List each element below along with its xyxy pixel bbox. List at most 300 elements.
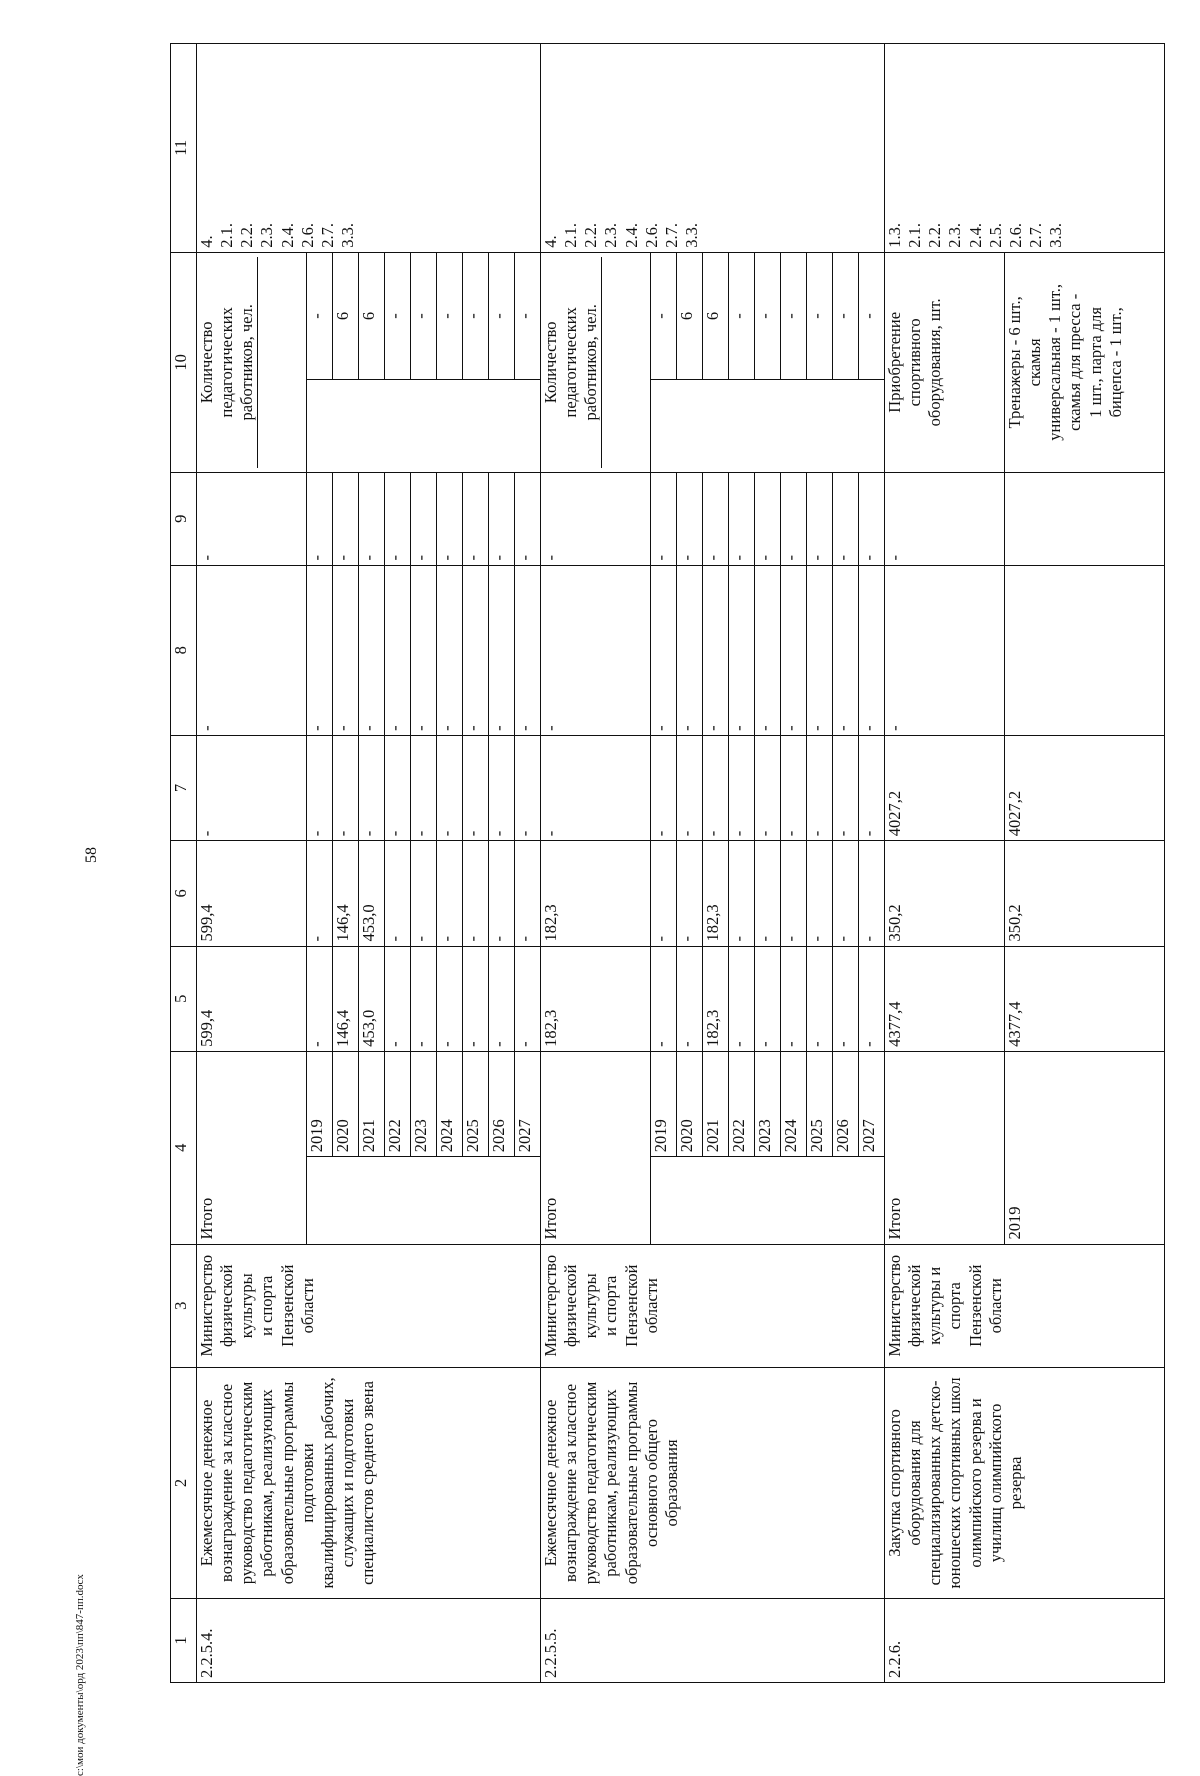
indicator-name-line: педагогических [217,307,237,418]
activity-name-line: квалифицированных рабочих, [317,1377,337,1589]
value-c8: - [833,565,859,735]
value-c6: - [307,841,333,946]
row-number: 2.2.5.5. [541,1598,885,1682]
value-c9: - [755,472,781,565]
indicator-value: 6 [677,252,703,380]
indicator-name [197,252,307,472]
year-indent-spacer [385,1157,411,1244]
executor-line: культуры [237,1273,257,1339]
indicator-value: - [515,252,541,380]
activity-name-line: работникам, реализующих [257,1389,277,1577]
year-indent-spacer [489,1157,515,1244]
indicator-value: - [307,252,333,380]
executor-line: и спорта [601,1275,621,1336]
value-c6: - [489,841,515,946]
total-c7: 4027,2 [885,735,1005,840]
value-c8: - [651,565,677,735]
activity-name [885,1367,1165,1598]
column-header: 8 [171,565,197,735]
value-c8: - [755,565,781,735]
goal-codes [541,44,885,253]
column-header: 6 [171,841,197,946]
year-cell: 2025 [807,1051,833,1156]
activity-name-line: резерва [1005,1456,1025,1510]
value-c5: - [677,946,703,1051]
indicator-indent-spacer [489,380,515,473]
goal-codes-line: 3.3. [1046,222,1065,248]
indicator-indent-spacer [411,380,437,473]
executor-line: физической [217,1264,237,1347]
indicator-indent-spacer [729,380,755,473]
equipment-list-line: 1 шт., парта для [1085,306,1105,418]
value-c7: - [677,735,703,840]
year-total-label: Итого [197,1051,307,1244]
year-indent-spacer [859,1157,885,1244]
year-indent-spacer [833,1157,859,1244]
activity-name-line: служащих и подготовки [337,1398,357,1568]
executor-line: области [641,1278,661,1334]
year-indent-spacer [437,1157,463,1244]
activity-name-line: Ежемесячное денежное [541,1399,560,1567]
total-c9: - [885,472,1005,565]
year-cell: 2020 [333,1051,359,1156]
goal-codes-line: 2.4. [621,222,641,248]
value-c6: 182,3 [703,841,729,946]
value-c8: - [807,565,833,735]
activity-name-line: специализированных детско- [925,1380,945,1586]
year-cell: 2019 [1005,1051,1165,1244]
goal-codes-line: 2.1. [905,222,925,248]
executor [885,1244,1165,1367]
year-indent-spacer [463,1157,489,1244]
year-indent-spacer [677,1157,703,1244]
activity-name-line: олимпийского резерва и [965,1398,985,1568]
year-cell: 2026 [489,1051,515,1156]
value-c5: 453,0 [359,946,385,1051]
activity-name-line: оборудования для [905,1420,925,1546]
year-indent-spacer [333,1157,359,1244]
value-c9: - [333,472,359,565]
year-indent-spacer [703,1157,729,1244]
year-cell: 2025 [463,1051,489,1156]
value-c7: - [359,735,385,840]
goal-codes [197,44,541,253]
value-c5: - [463,946,489,1051]
value-c5: - [729,946,755,1051]
page-number: 58 [83,847,100,863]
value-c9: - [781,472,807,565]
year-cell: 2019 [307,1051,333,1156]
goal-codes-line: 2.6. [297,222,317,248]
value-c6: - [729,841,755,946]
indicator-value: - [489,252,515,380]
activity-name-line: руководство педагогическим [237,1381,257,1585]
column-header: 1 [171,1598,197,1682]
goal-codes-line: 2.1. [217,222,237,248]
year-indent-spacer [307,1157,333,1244]
value-c9: - [833,472,859,565]
value-c6: - [807,841,833,946]
value-c8: - [677,565,703,735]
activity-name-line: образовательные программы [277,1381,297,1585]
value-c8: - [385,565,411,735]
total-c8: - [885,565,1005,735]
value-c8 [1005,565,1165,735]
indicator-value: - [651,252,677,380]
value-c5: - [385,946,411,1051]
column-header: 11 [171,44,197,253]
column-header: 10 [171,252,197,472]
indicator-value: - [437,252,463,380]
indicator-indent-spacer [677,380,703,473]
value-c9: - [677,472,703,565]
total-c6: 182,3 [541,841,651,946]
value-c7: - [385,735,411,840]
value-c8: - [859,565,885,735]
executor-line: физической [561,1264,581,1347]
value-c8: - [333,565,359,735]
goal-codes-line: 4. [197,235,216,248]
value-c7: - [463,735,489,840]
year-total-label: Итого [885,1051,1005,1244]
value-c6: - [463,841,489,946]
value-c6: - [515,841,541,946]
total-c9: - [197,472,307,565]
total-c5: 599,4 [197,946,307,1051]
activity-name-line: вознаграждение за классное [217,1383,237,1582]
executor-line: Пензенской [965,1264,985,1347]
year-indent-spacer [755,1157,781,1244]
value-c9: - [515,472,541,565]
total-c6: 599,4 [197,841,307,946]
value-c7: - [833,735,859,840]
value-c8: - [307,565,333,735]
row-number: 2.2.6. [885,1598,1165,1682]
year-cell: 2021 [359,1051,385,1156]
activity-name-line: работникам, реализующих [601,1389,621,1577]
goal-codes-line: 2.4. [277,222,297,248]
table-row [885,44,1005,1683]
indicator-value: - [807,252,833,380]
year-cell: 2024 [781,1051,807,1156]
value-c6: 350,2 [1005,841,1165,946]
activity-name-line: специалистов среднего звена [358,1381,377,1585]
activity-name [541,1367,885,1598]
goal-codes-line: 4. [541,235,560,248]
indicator-name-line: Количество [541,321,560,404]
goal-codes-line: 2.5. [985,222,1005,248]
executor-line: Пензенской [621,1264,641,1347]
executor-line: Пензенской [277,1264,297,1347]
year-cell: 2020 [677,1051,703,1156]
column-header: 4 [171,1051,197,1244]
year-cell: 2022 [729,1051,755,1156]
value-c8: - [703,565,729,735]
year-cell: 2021 [703,1051,729,1156]
indicator-value: - [859,252,885,380]
activity-name-line: основного общего [641,1418,661,1547]
year-cell: 2024 [437,1051,463,1156]
value-c7: - [807,735,833,840]
value-c6: 453,0 [359,841,385,946]
value-c5: - [859,946,885,1051]
value-c9: - [651,472,677,565]
executor-line: культуры [581,1273,601,1339]
goal-codes-line: 2.6. [1005,222,1025,248]
value-c7: - [755,735,781,840]
indicator-name-line: Приобретение [885,311,904,413]
value-c6: - [755,841,781,946]
value-c5: - [833,946,859,1051]
year-indent-spacer [729,1157,755,1244]
indicator-indent-spacer [833,380,859,473]
value-c5: 4377,4 [1005,946,1165,1051]
value-c9: - [359,472,385,565]
value-c7: - [651,735,677,840]
executor-line: Министерство [885,1254,904,1357]
goal-codes-line: 2.1. [561,222,581,248]
value-c7: - [703,735,729,840]
goal-codes-line: 2.3. [601,222,621,248]
indicator-value: - [729,252,755,380]
goal-codes-line: 2.7. [661,222,681,248]
value-c8: - [359,565,385,735]
indicator-name-line: педагогических [561,307,581,418]
goal-codes-line: 1.3. [885,222,904,248]
indicator-indent-spacer [333,380,359,473]
value-c8: - [411,565,437,735]
value-c5: - [515,946,541,1051]
column-header: 3 [171,1244,197,1367]
executor-line: культуры и [925,1266,945,1345]
indicator-value: - [463,252,489,380]
value-c9: - [411,472,437,565]
value-c8: - [437,565,463,735]
activity-name-line: вознаграждение за классное [561,1383,581,1582]
goal-codes-line: 3.3. [337,222,357,248]
indicator-indent-spacer [385,380,411,473]
goal-codes [885,44,1165,253]
value-c6: - [781,841,807,946]
value-c9: - [307,472,333,565]
equipment-list-line: бицепса - 1 шт., [1105,307,1125,418]
total-c5: 182,3 [541,946,651,1051]
value-c5: 146,4 [333,946,359,1051]
column-header-row [171,44,197,1683]
indicator-value: - [755,252,781,380]
value-c5: - [489,946,515,1051]
year-cell: 2023 [755,1051,781,1156]
value-c6: - [385,841,411,946]
indicator-indent-spacer [755,380,781,473]
goal-codes-line: 2.7. [317,222,337,248]
activity-name-line: юношеских спортивных школ [945,1377,965,1589]
indicator-value: 6 [359,252,385,380]
value-c7: - [411,735,437,840]
value-c8: - [463,565,489,735]
goal-codes-line: 3.3. [681,222,701,248]
column-header: 7 [171,735,197,840]
activity-name [197,1367,541,1598]
indicator-indent-spacer [807,380,833,473]
equipment-list-line: скамья [1025,338,1045,387]
goal-codes-line: 2.3. [257,222,277,248]
activity-name-line: образования [661,1439,681,1527]
executor-line: и спорта [257,1275,277,1336]
value-c7: - [515,735,541,840]
activity-name-line: руководство педагогическим [581,1381,601,1585]
indicator-value: - [385,252,411,380]
executor-line: спорта [945,1282,965,1330]
executor-line: Министерство [541,1254,560,1357]
value-c5: - [307,946,333,1051]
value-c9: - [703,472,729,565]
total-c7: - [197,735,307,840]
value-c7: - [729,735,755,840]
value-c9: - [729,472,755,565]
indicator-value: 6 [333,252,359,380]
value-c7: 4027,2 [1005,735,1165,840]
column-header: 9 [171,472,197,565]
indicator-indent-spacer [651,380,677,473]
goal-codes-line: 2.7. [1025,222,1045,248]
row-number: 2.2.5.4. [197,1598,541,1682]
activity-name-line: Закупка спортивного [885,1409,904,1557]
year-cell: 2026 [833,1051,859,1156]
value-c8: - [515,565,541,735]
value-c9: - [859,472,885,565]
year-indent-spacer [359,1157,385,1244]
indicator-name-line: оборудования, шт. [925,298,945,427]
goal-codes-line: 2.2. [237,222,257,248]
value-c9: - [807,472,833,565]
executor-line: области [297,1278,317,1334]
indicator-indent-spacer [463,380,489,473]
year-indent-spacer [515,1157,541,1244]
indicator-name [541,252,651,472]
indicator-indent-spacer [703,380,729,473]
value-c5: 182,3 [703,946,729,1051]
indicator-indent-spacer [781,380,807,473]
indicator-indent-spacer [515,380,541,473]
column-header: 5 [171,946,197,1051]
equipment-list-line: скамья для пресса - [1065,293,1085,431]
value-c7: - [781,735,807,840]
year-cell: 2027 [859,1051,885,1156]
value-c5: - [437,946,463,1051]
executor [197,1244,541,1367]
value-c5: - [651,946,677,1051]
value-c7: - [307,735,333,840]
indicator-value: - [833,252,859,380]
year-cell: 2023 [411,1051,437,1156]
indicator-name-line: работников, чел. [581,257,602,468]
total-c8: - [541,565,651,735]
value-c9: - [437,472,463,565]
indicator-value: - [411,252,437,380]
executor-line: области [985,1278,1005,1334]
indicator-name [885,252,1005,472]
indicator-indent-spacer [859,380,885,473]
value-c5: - [755,946,781,1051]
value-c5: - [411,946,437,1051]
value-c9: - [385,472,411,565]
value-c9: - [489,472,515,565]
year-indent-spacer [807,1157,833,1244]
executor [541,1244,885,1367]
executor-line: физической [905,1264,925,1347]
indicator-indent-spacer [437,380,463,473]
total-c6: 350,2 [885,841,1005,946]
activity-name-line: образовательные программы [621,1381,641,1585]
table-row [541,44,651,1683]
year-cell: 2027 [515,1051,541,1156]
goal-codes-line: 2.2. [581,222,601,248]
value-c5: - [781,946,807,1051]
indicator-value: - [781,252,807,380]
activity-name-line: училищ олимпийского [985,1403,1005,1563]
value-c9 [1005,472,1165,565]
year-indent-spacer [651,1157,677,1244]
value-c6: - [833,841,859,946]
year-cell: 2019 [651,1051,677,1156]
year-total-label: Итого [541,1051,651,1244]
indicator-value: 6 [703,252,729,380]
value-c7: - [489,735,515,840]
equipment-list-line: Тренажеры - 6 шт., [1005,296,1024,429]
total-c8: - [197,565,307,735]
value-c6: - [859,841,885,946]
value-c6: - [437,841,463,946]
footer-file-path: c:\мои документы\орд 2023\пп\847-пп.docx [74,1574,86,1776]
indicator-name-line: Количество [197,321,216,404]
executor-line: Министерство [197,1254,216,1357]
table-row [197,44,307,1683]
value-c7: - [437,735,463,840]
goal-codes-line: 2.2. [925,222,945,248]
activity-name-line: подготовки [297,1443,317,1523]
value-c7: - [333,735,359,840]
rotated-landscape-page [170,43,1125,1683]
year-cell: 2022 [385,1051,411,1156]
indicator-indent-spacer [307,380,333,473]
indicator-name-line: спортивного [905,318,925,407]
year-indent-spacer [411,1157,437,1244]
value-c6: 146,4 [333,841,359,946]
value-c5: - [807,946,833,1051]
program-activities-table [170,43,1165,1683]
equipment-list-line: универсальная - 1 шт., [1045,283,1065,441]
total-c5: 4377,4 [885,946,1005,1051]
equipment-list [1005,252,1165,472]
total-c7: - [541,735,651,840]
value-c6: - [677,841,703,946]
total-c9: - [541,472,651,565]
activity-name-line: Ежемесячное денежное [197,1399,216,1567]
year-indent-spacer [781,1157,807,1244]
value-c8: - [781,565,807,735]
goal-codes-line: 2.6. [641,222,661,248]
goal-codes-line: 2.3. [945,222,965,248]
value-c8: - [489,565,515,735]
indicator-name-line: работников, чел. [237,257,258,468]
column-header: 2 [171,1367,197,1598]
goal-codes-line: 2.4. [965,222,985,248]
value-c8: - [729,565,755,735]
value-c9: - [463,472,489,565]
value-c6: - [411,841,437,946]
indicator-indent-spacer [359,380,385,473]
